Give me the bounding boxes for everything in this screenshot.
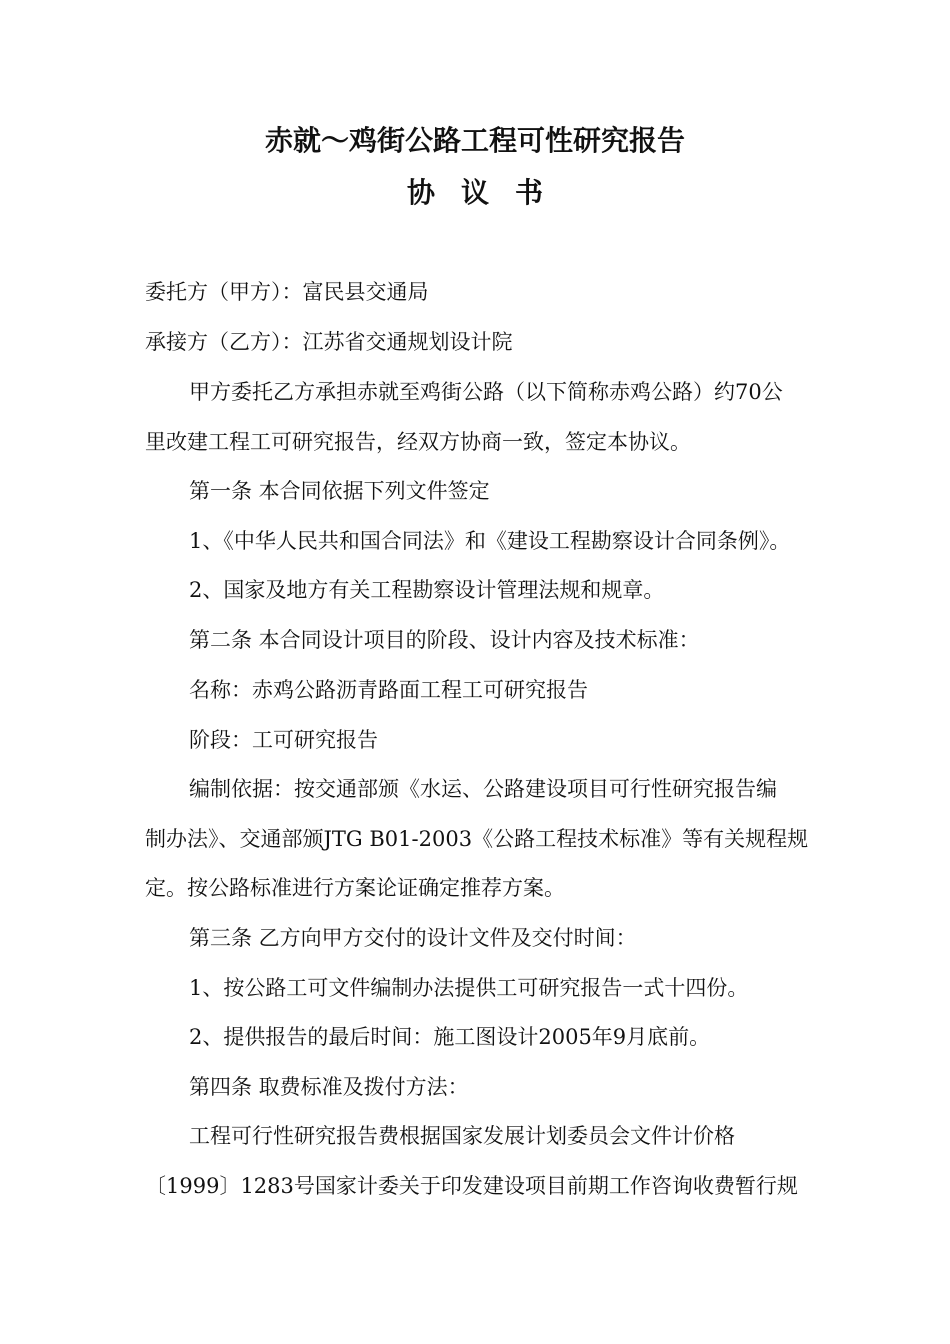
clause-line: 第四条 取费标准及拨付方法： xyxy=(189,1075,469,1099)
clause-line: 工程可行性研究报告费根据国家发展计划委员会文件计价格 xyxy=(189,1124,735,1148)
clause-line: 委托方（甲方）：富民县交通局 xyxy=(145,280,429,304)
clause-line: 承接方（乙方）：江苏省交通规划设计院 xyxy=(145,330,513,354)
clause-line: 里改建工程工可研究报告，经双方协商一致，签定本协议。 xyxy=(145,430,691,454)
clause-line: 第二条 本合同设计项目的阶段、设计内容及技术标准： xyxy=(189,628,700,652)
clause-line: 甲方委托乙方承担赤就至鸡街公路（以下简称赤鸡公路）约70公 xyxy=(189,380,783,404)
clause-line: 制办法》、交通部颁JTG B01-2003《公路工程技术标准》等有关规程规 xyxy=(145,827,809,851)
clause-line: 2、国家及地方有关工程勘察设计管理法规和规章。 xyxy=(189,578,665,602)
clause-line: 第三条 乙方向甲方交付的设计文件及交付时间： xyxy=(189,926,637,950)
clause-line: 1、按公路工可文件编制办法提供工可研究报告一式十四份。 xyxy=(189,976,749,1000)
document-subtitle: 协议书 xyxy=(406,176,569,209)
document-title: 赤就～鸡街公路工程可性研究报告 xyxy=(264,124,685,157)
clause-line: 名称：赤鸡公路沥青路面工程工可研究报告 xyxy=(189,678,588,702)
clause-line: 第一条 本合同依据下列文件签定 xyxy=(189,479,490,503)
clause-line: 2、提供报告的最后时间：施工图设计2005年9月底前。 xyxy=(189,1025,711,1049)
clause-line: 阶段：工可研究报告 xyxy=(189,728,378,752)
clause-line: 编制依据：按交通部颁《水运、公路建设项目可行性研究报告编 xyxy=(189,777,777,801)
clause-line: 〔1999〕1283号国家计委关于印发建设项目前期工作咨询收费暂行规 xyxy=(145,1174,798,1198)
clause-line: 1、《中华人民共和国合同法》和《建设工程勘察设计合同条例》。 xyxy=(189,529,791,553)
clause-line: 定。按公路标准进行方案论证确定推荐方案。 xyxy=(145,876,565,900)
